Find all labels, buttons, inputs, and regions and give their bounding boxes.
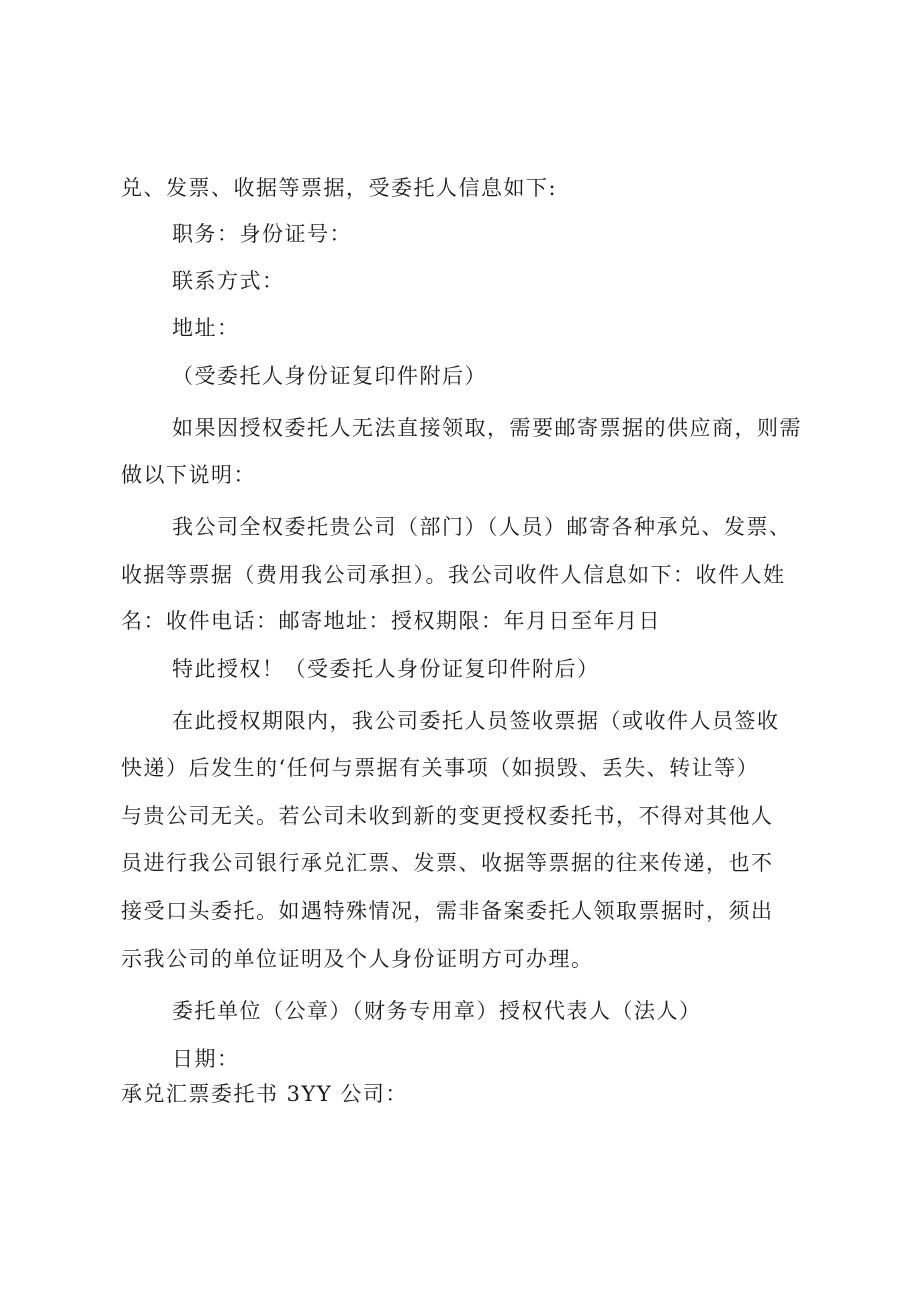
line-liability-3: 与贵公司无关。若公司未收到新的变更授权委托书，不得对其他人 bbox=[121, 804, 774, 828]
line-address: 地址： bbox=[172, 316, 240, 340]
line-liability-1: 在此授权期限内，我公司委托人员签收票据（或收件人员签收 bbox=[172, 709, 780, 733]
line-recipient-fields: 名：收件电话：邮寄地址：授权期限：年月日至年月日 bbox=[121, 609, 661, 633]
line-full-authorization: 我公司全权委托贵公司（部门）（人员）邮寄各种承兑、发票、 bbox=[172, 515, 792, 539]
line-liability-6: 示我公司的单位证明及个人身份证明方可办理。 bbox=[121, 947, 594, 971]
line-id-copy-note: （受委托人身份证复印件附后） bbox=[172, 364, 487, 388]
line-liability-4: 员进行我公司银行承兑汇票、发票、收据等票据的往来传递，也不 bbox=[121, 851, 774, 875]
line-explanation: 做以下说明： bbox=[121, 463, 256, 487]
line-position-id: 职务：身份证号： bbox=[172, 222, 352, 246]
line-signature-block: 委托单位（公章）（财务专用章）授权代表人（法人） bbox=[172, 999, 702, 1023]
line-contact: 联系方式： bbox=[172, 269, 285, 293]
line-mailing-condition: 如果因授权委托人无法直接领取，需要邮寄票据的供应商，则需 bbox=[172, 416, 802, 440]
line-hereby-authorized: 特此授权！（受委托人身份证复印件附后） bbox=[172, 657, 600, 681]
line-liability-5: 接受口头委托。如遇特殊情况，需非备案委托人领取票据时，须出 bbox=[121, 899, 774, 923]
line-liability-2: 快递）后发生的‘任何与票据有关事项（如损毁、丢失、转让等） bbox=[121, 756, 760, 780]
line-receipt-cost: 收据等票据（费用我公司承担）。我公司收件人信息如下：收件人姓 bbox=[121, 563, 786, 587]
line-date: 日期： bbox=[172, 1047, 240, 1071]
line-next-document-heading: 承兑汇票委托书 3YY 公司： bbox=[121, 1082, 408, 1106]
line-recipient-info-intro: 兑、发票、收据等票据，受委托人信息如下: bbox=[121, 176, 558, 200]
